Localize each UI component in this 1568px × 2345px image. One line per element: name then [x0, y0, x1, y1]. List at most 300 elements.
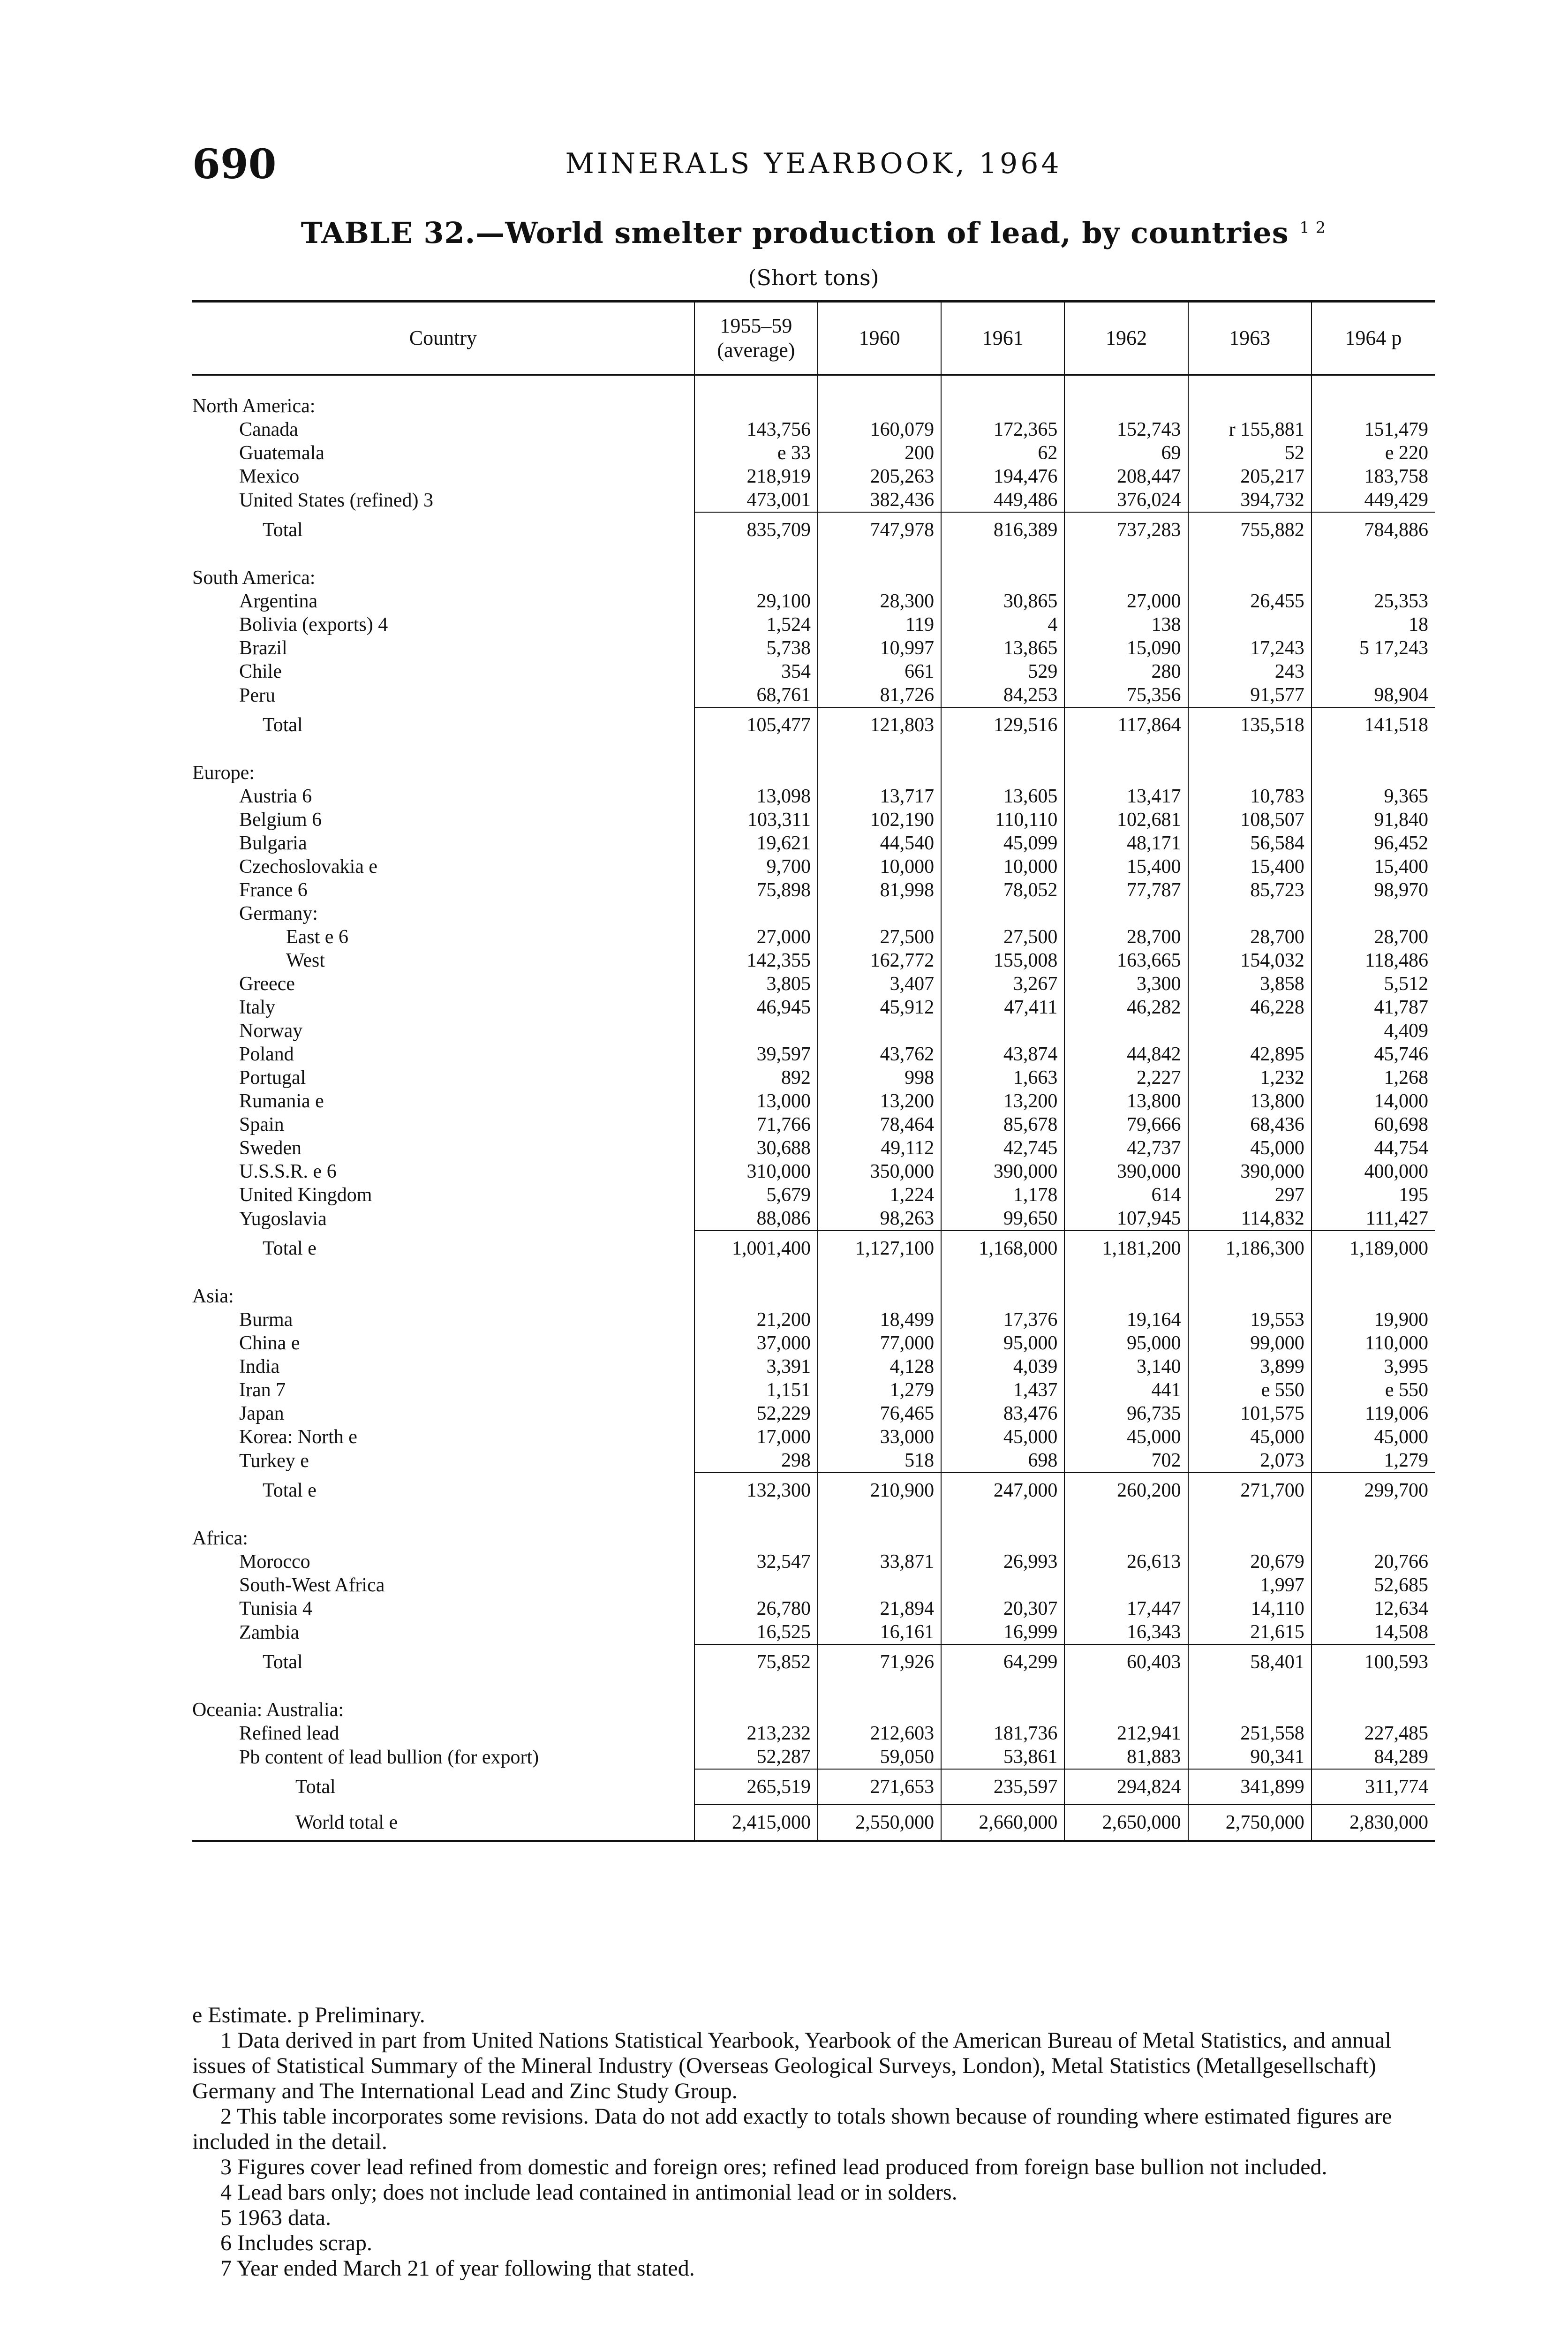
value-cell: 2,227	[1064, 1066, 1188, 1089]
value-cell	[1188, 566, 1312, 590]
value-cell: 26,993	[941, 1550, 1064, 1573]
table-row	[192, 1331, 1435, 1355]
value-cell: 449,429	[1312, 488, 1435, 512]
title-footnote-marks: 1 2	[1299, 218, 1327, 237]
value-cell: 26,613	[1064, 1550, 1188, 1573]
value-cell: 1,181,200	[1064, 1231, 1188, 1266]
value-cell: 27,500	[818, 925, 941, 949]
spacer-cell	[818, 1266, 941, 1285]
value-cell: 172,365	[941, 418, 1064, 441]
row-label: North America:	[192, 395, 316, 417]
value-cell: 77,787	[1064, 878, 1188, 902]
value-cell: 20,766	[1312, 1550, 1435, 1573]
row-label: Refined lead	[239, 1723, 339, 1744]
value-cell: 56,584	[1188, 832, 1312, 855]
value-cell: 98,263	[818, 1207, 941, 1231]
value-cell: 103,311	[694, 808, 818, 832]
value-cell: 1,189,000	[1312, 1231, 1435, 1266]
value-cell	[694, 1019, 818, 1043]
value-cell: 13,800	[1064, 1089, 1188, 1113]
spacer-cell	[694, 375, 818, 394]
value-cell: 95,000	[941, 1331, 1064, 1355]
value-cell: 271,653	[818, 1769, 941, 1805]
value-cell: 53,861	[941, 1745, 1064, 1769]
value-cell: 96,735	[1064, 1402, 1188, 1425]
value-cell: 107,945	[1064, 1207, 1188, 1231]
row-label: Pb content of lead bullion (for export)	[239, 1746, 539, 1768]
value-cell: 784,886	[1312, 512, 1435, 547]
value-cell: 102,681	[1064, 808, 1188, 832]
value-cell: 117,864	[1064, 707, 1188, 742]
value-cell: 13,098	[694, 785, 818, 808]
row-label: Total	[263, 1651, 303, 1673]
value-cell	[1312, 1527, 1435, 1550]
value-cell: 247,000	[941, 1473, 1064, 1508]
table-row	[192, 1378, 1435, 1402]
value-cell	[941, 1285, 1064, 1308]
value-cell: 132,300	[694, 1473, 818, 1508]
table-row	[192, 1722, 1435, 1745]
col-header-1961: 1961	[941, 302, 1064, 375]
spacer-cell	[941, 375, 1064, 394]
value-cell: 2,550,000	[818, 1805, 941, 1841]
value-cell: 43,762	[818, 1043, 941, 1066]
value-cell	[1312, 660, 1435, 683]
row-label: Bolivia (exports) 4	[239, 614, 388, 635]
value-cell: 41,787	[1312, 996, 1435, 1019]
spacer-cell	[1064, 1508, 1188, 1527]
value-cell: 75,852	[694, 1644, 818, 1679]
value-cell: 46,945	[694, 996, 818, 1019]
value-cell: 19,621	[694, 832, 818, 855]
value-cell: 119	[818, 613, 941, 636]
spacer-row	[192, 1266, 1435, 1285]
value-cell: 45,099	[941, 832, 1064, 855]
value-cell: 108,507	[1188, 808, 1312, 832]
value-cell: 28,700	[1188, 925, 1312, 949]
value-cell: 4,128	[818, 1355, 941, 1378]
value-cell: 280	[1064, 660, 1188, 683]
spacer-cell	[818, 742, 941, 761]
value-cell: 91,577	[1188, 683, 1312, 707]
value-cell: 2,830,000	[1312, 1805, 1435, 1841]
value-cell: 90,341	[1188, 1745, 1312, 1769]
value-cell: 49,112	[818, 1136, 941, 1160]
value-cell: 30,688	[694, 1136, 818, 1160]
value-cell: 14,110	[1188, 1597, 1312, 1620]
value-cell: 91,840	[1312, 808, 1435, 832]
spacer-row	[192, 1508, 1435, 1527]
value-cell: 151,479	[1312, 418, 1435, 441]
footnote: 4 Lead bars only; does not include lead contained in antimonial lead or in solders.	[220, 2180, 957, 2205]
table-row	[192, 1573, 1435, 1597]
value-cell	[694, 1285, 818, 1308]
value-cell	[694, 1527, 818, 1550]
row-label: Peru	[239, 684, 275, 706]
value-cell	[1188, 1698, 1312, 1722]
table-row	[192, 636, 1435, 660]
value-cell	[1064, 902, 1188, 925]
value-cell: 19,164	[1064, 1308, 1188, 1331]
row-label: Total	[295, 1776, 336, 1798]
value-cell	[818, 1019, 941, 1043]
spacer-cell	[1064, 547, 1188, 566]
spacer-cell	[1312, 1508, 1435, 1527]
region-row	[192, 1527, 1435, 1550]
table-row	[192, 808, 1435, 832]
value-cell: 205,217	[1188, 465, 1312, 488]
region-row	[192, 761, 1435, 785]
value-cell: e 550	[1312, 1378, 1435, 1402]
spacer-cell	[694, 1508, 818, 1527]
value-cell: 9,365	[1312, 785, 1435, 808]
row-label: Oceania: Australia:	[192, 1699, 344, 1721]
value-cell: 79,666	[1064, 1113, 1188, 1136]
value-cell: 33,871	[818, 1550, 941, 1573]
value-cell: 12,634	[1312, 1597, 1435, 1620]
row-label: Morocco	[239, 1551, 310, 1573]
table-row	[192, 683, 1435, 707]
value-cell: 3,899	[1188, 1355, 1312, 1378]
value-cell	[1064, 1573, 1188, 1597]
col-header-country: Country	[192, 302, 694, 375]
table-row	[192, 996, 1435, 1019]
row-label: United States (refined) 3	[239, 489, 434, 511]
value-cell: 4,039	[941, 1355, 1064, 1378]
spacer-cell	[941, 547, 1064, 566]
total-row	[192, 1231, 1435, 1266]
value-cell: 1,127,100	[818, 1231, 941, 1266]
value-cell: 60,403	[1064, 1644, 1188, 1679]
row-label: Italy	[239, 997, 275, 1018]
value-cell: 390,000	[941, 1160, 1064, 1183]
value-cell: 85,723	[1188, 878, 1312, 902]
value-cell: 25,353	[1312, 590, 1435, 613]
value-cell: 16,999	[941, 1620, 1064, 1644]
value-cell: 29,100	[694, 590, 818, 613]
table-row	[192, 488, 1435, 512]
value-cell: 1,268	[1312, 1066, 1435, 1089]
table-row	[192, 590, 1435, 613]
value-cell: 45,746	[1312, 1043, 1435, 1066]
value-cell: 47,411	[941, 996, 1064, 1019]
value-cell: 354	[694, 660, 818, 683]
footnote: 5 1963 data.	[220, 2205, 331, 2230]
value-cell: 33,000	[818, 1425, 941, 1449]
table-row	[192, 949, 1435, 972]
value-cell: 44,754	[1312, 1136, 1435, 1160]
table-title-text: TABLE 32.—World smelter production of lead, by countries	[301, 216, 1289, 250]
spacer-cell	[694, 1679, 818, 1698]
value-cell	[1312, 566, 1435, 590]
value-cell: 155,008	[941, 949, 1064, 972]
value-cell: 265,519	[694, 1769, 818, 1805]
value-cell: 118,486	[1312, 949, 1435, 972]
value-cell: 1,186,300	[1188, 1231, 1312, 1266]
value-cell: 26,455	[1188, 590, 1312, 613]
value-cell: 60,698	[1312, 1113, 1435, 1136]
value-cell: 1,997	[1188, 1573, 1312, 1597]
value-cell: 390,000	[1188, 1160, 1312, 1183]
table-row	[192, 1597, 1435, 1620]
value-cell: 52,685	[1312, 1573, 1435, 1597]
spacer-cell	[818, 1679, 941, 1698]
table-row	[192, 855, 1435, 878]
spacer-cell	[1188, 1266, 1312, 1285]
row-label: Spain	[239, 1114, 284, 1135]
value-cell: 68,761	[694, 683, 818, 707]
value-cell: 3,300	[1064, 972, 1188, 996]
value-cell: 195	[1312, 1183, 1435, 1207]
spacer-cell	[694, 742, 818, 761]
value-cell: 28,300	[818, 590, 941, 613]
value-cell: 52,229	[694, 1402, 818, 1425]
value-cell	[1188, 1527, 1312, 1550]
table-row	[192, 785, 1435, 808]
value-cell: 13,800	[1188, 1089, 1312, 1113]
row-label: Total e	[263, 1479, 317, 1501]
value-cell: 141,518	[1312, 707, 1435, 742]
table-row	[192, 1355, 1435, 1378]
value-cell: 81,883	[1064, 1745, 1188, 1769]
value-cell: 64,299	[941, 1644, 1064, 1679]
spacer-cell	[192, 547, 694, 566]
value-cell: 194,476	[941, 465, 1064, 488]
subregion-row	[192, 902, 1435, 925]
table-row	[192, 418, 1435, 441]
row-label: France 6	[239, 879, 308, 901]
value-cell: 298	[694, 1449, 818, 1473]
value-cell: 2,660,000	[941, 1805, 1064, 1841]
table-row	[192, 1089, 1435, 1113]
value-cell: 21,200	[694, 1308, 818, 1331]
row-label: Asia:	[192, 1286, 234, 1307]
value-cell: 400,000	[1312, 1160, 1435, 1183]
footnote: 3 Figures cover lead refined from domestic and foreign ores; refined lead produced from foreign base bullion not included.	[220, 2155, 1327, 2179]
value-cell: 5 17,243	[1312, 636, 1435, 660]
col-header-1962: 1962	[1064, 302, 1188, 375]
value-cell: 154,032	[1188, 949, 1312, 972]
value-cell: 39,597	[694, 1043, 818, 1066]
value-cell: 20,679	[1188, 1550, 1312, 1573]
footnote: 7 Year ended March 21 of year following that stated.	[220, 2256, 695, 2281]
value-cell: 2,750,000	[1188, 1805, 1312, 1841]
spacer-cell	[192, 1679, 694, 1698]
value-cell: 44,540	[818, 832, 941, 855]
value-cell: 76,465	[818, 1402, 941, 1425]
spacer-cell	[192, 1508, 694, 1527]
row-label: Poland	[239, 1044, 294, 1065]
value-cell: 10,000	[941, 855, 1064, 878]
region-row	[192, 566, 1435, 590]
value-cell	[818, 394, 941, 418]
value-cell	[1064, 1285, 1188, 1308]
value-cell: 4,409	[1312, 1019, 1435, 1043]
value-cell: 213,232	[694, 1722, 818, 1745]
spacer-cell	[1312, 742, 1435, 761]
value-cell: 271,700	[1188, 1473, 1312, 1508]
value-cell: 46,282	[1064, 996, 1188, 1019]
value-cell: 661	[818, 660, 941, 683]
value-cell: 311,774	[1312, 1769, 1435, 1805]
value-cell: 45,000	[1312, 1425, 1435, 1449]
value-cell	[1312, 902, 1435, 925]
spacer-cell	[694, 1266, 818, 1285]
value-cell: 10,783	[1188, 785, 1312, 808]
value-cell: 5,679	[694, 1183, 818, 1207]
value-cell: 19,553	[1188, 1308, 1312, 1331]
value-cell: 17,243	[1188, 636, 1312, 660]
value-cell: 341,899	[1188, 1769, 1312, 1805]
region-row	[192, 1285, 1435, 1308]
table-title	[192, 216, 1435, 250]
value-cell: 210,900	[818, 1473, 941, 1508]
value-cell: 816,389	[941, 512, 1064, 547]
value-cell	[1188, 1285, 1312, 1308]
value-cell: 13,417	[1064, 785, 1188, 808]
row-label: Iran 7	[239, 1379, 286, 1401]
value-cell: 142,355	[694, 949, 818, 972]
spacer-cell	[818, 375, 941, 394]
value-cell: 9,700	[694, 855, 818, 878]
value-cell: 835,709	[694, 512, 818, 547]
row-label: Sweden	[239, 1137, 302, 1159]
table-unit: (Short tons)	[748, 265, 879, 290]
value-cell: 17,000	[694, 1425, 818, 1449]
value-cell	[818, 1698, 941, 1722]
value-cell: 3,267	[941, 972, 1064, 996]
value-cell: 1,279	[1312, 1449, 1435, 1473]
spacer-cell	[1064, 742, 1188, 761]
value-cell	[818, 761, 941, 785]
row-label: China e	[239, 1332, 300, 1354]
value-cell: 59,050	[818, 1745, 941, 1769]
value-cell: 81,726	[818, 683, 941, 707]
value-cell: 1,178	[941, 1183, 1064, 1207]
value-cell: 129,516	[941, 707, 1064, 742]
spacer-cell	[192, 742, 694, 761]
value-cell: 99,650	[941, 1207, 1064, 1231]
value-cell: 83,476	[941, 1402, 1064, 1425]
value-cell: 394,732	[1188, 488, 1312, 512]
value-cell	[1064, 1698, 1188, 1722]
value-cell: 1,232	[1188, 1066, 1312, 1089]
spacer-cell	[941, 1266, 1064, 1285]
value-cell: 42,895	[1188, 1043, 1312, 1066]
row-label: Zambia	[239, 1621, 300, 1643]
value-cell: 110,000	[1312, 1331, 1435, 1355]
value-cell	[1188, 613, 1312, 636]
table-row	[192, 1308, 1435, 1331]
row-label: Korea: North e	[239, 1426, 357, 1448]
value-cell: 382,436	[818, 488, 941, 512]
value-cell: 78,464	[818, 1113, 941, 1136]
value-cell: 160,079	[818, 418, 941, 441]
table-row	[192, 1550, 1435, 1573]
table-row	[192, 613, 1435, 636]
value-cell: 2,073	[1188, 1449, 1312, 1473]
value-cell: 143,756	[694, 418, 818, 441]
value-cell: 3,407	[818, 972, 941, 996]
total-row	[192, 1769, 1435, 1805]
value-cell: 5,512	[1312, 972, 1435, 996]
value-cell: 77,000	[818, 1331, 941, 1355]
value-cell: 243	[1188, 660, 1312, 683]
footnote: 6 Includes scrap.	[220, 2231, 372, 2255]
value-cell: 52,287	[694, 1745, 818, 1769]
table-row	[192, 1402, 1435, 1425]
footnote: 2 This table incorporates some revisions. Data do not add exactly to totals shown because of rounding where estimated figures are included in the detail.	[192, 2104, 1392, 2154]
table-row	[192, 832, 1435, 855]
value-cell: 998	[818, 1066, 941, 1089]
value-cell: 227,485	[1312, 1722, 1435, 1745]
row-label: Argentina	[239, 590, 318, 612]
value-cell: 99,000	[1188, 1331, 1312, 1355]
row-label: Rumania e	[239, 1090, 324, 1112]
row-label: South America:	[192, 567, 316, 589]
value-cell: 16,161	[818, 1620, 941, 1644]
value-cell: 37,000	[694, 1331, 818, 1355]
value-cell: 15,400	[1064, 855, 1188, 878]
footnotes	[192, 2003, 1435, 2281]
row-label: Bulgaria	[239, 832, 307, 854]
table-body	[192, 375, 1435, 1841]
value-cell	[1064, 1527, 1188, 1550]
value-cell: 32,547	[694, 1550, 818, 1573]
value-cell: 755,882	[1188, 512, 1312, 547]
row-label: Turkey e	[239, 1450, 309, 1472]
value-cell: 21,894	[818, 1597, 941, 1620]
value-cell: 614	[1064, 1183, 1188, 1207]
value-cell: 473,001	[694, 488, 818, 512]
table-row	[192, 1043, 1435, 1066]
value-cell: e 33	[694, 441, 818, 465]
value-cell: 181,736	[941, 1722, 1064, 1745]
value-cell: 449,486	[941, 488, 1064, 512]
value-cell: 28,700	[1312, 925, 1435, 949]
value-cell	[694, 902, 818, 925]
spacer-cell	[941, 1508, 1064, 1527]
value-cell: 14,508	[1312, 1620, 1435, 1644]
row-label: United Kingdom	[239, 1184, 372, 1206]
value-cell: 747,978	[818, 512, 941, 547]
row-label: Yugoslavia	[239, 1208, 327, 1230]
table-row	[192, 1620, 1435, 1644]
value-cell: 98,904	[1312, 683, 1435, 707]
spacer-cell	[1064, 375, 1188, 394]
row-label: Total e	[263, 1237, 317, 1259]
value-cell: 119,006	[1312, 1402, 1435, 1425]
value-cell: 58,401	[1188, 1644, 1312, 1679]
spacer-cell	[1312, 375, 1435, 394]
table-row	[192, 1745, 1435, 1769]
value-cell: 702	[1064, 1449, 1188, 1473]
value-cell: 13,717	[818, 785, 941, 808]
value-cell: 78,052	[941, 878, 1064, 902]
col-header-1963: 1963	[1188, 302, 1312, 375]
spacer-cell	[1312, 1266, 1435, 1285]
value-cell	[818, 1285, 941, 1308]
footnote: e Estimate. p Preliminary.	[192, 2003, 425, 2027]
spacer-cell	[1312, 1679, 1435, 1698]
col-header-1955-59: 1955–59 (average)	[694, 302, 818, 375]
value-cell: 200	[818, 441, 941, 465]
value-cell: 15,400	[1188, 855, 1312, 878]
footnote: 1 Data derived in part from United Nations Statistical Yearbook, Yearbook of the American Bureau of Metal Statistics, and annual issues of Statistical Summary of the Mineral Industry (Overseas Geological Surveys, London), Metal Statistics (Metallgesellschaft) Germany and The International Lead and Zinc Study Group.	[192, 2028, 1391, 2103]
value-cell: 88,086	[694, 1207, 818, 1231]
value-cell: 44,842	[1064, 1043, 1188, 1066]
page-number: 690	[192, 141, 277, 188]
